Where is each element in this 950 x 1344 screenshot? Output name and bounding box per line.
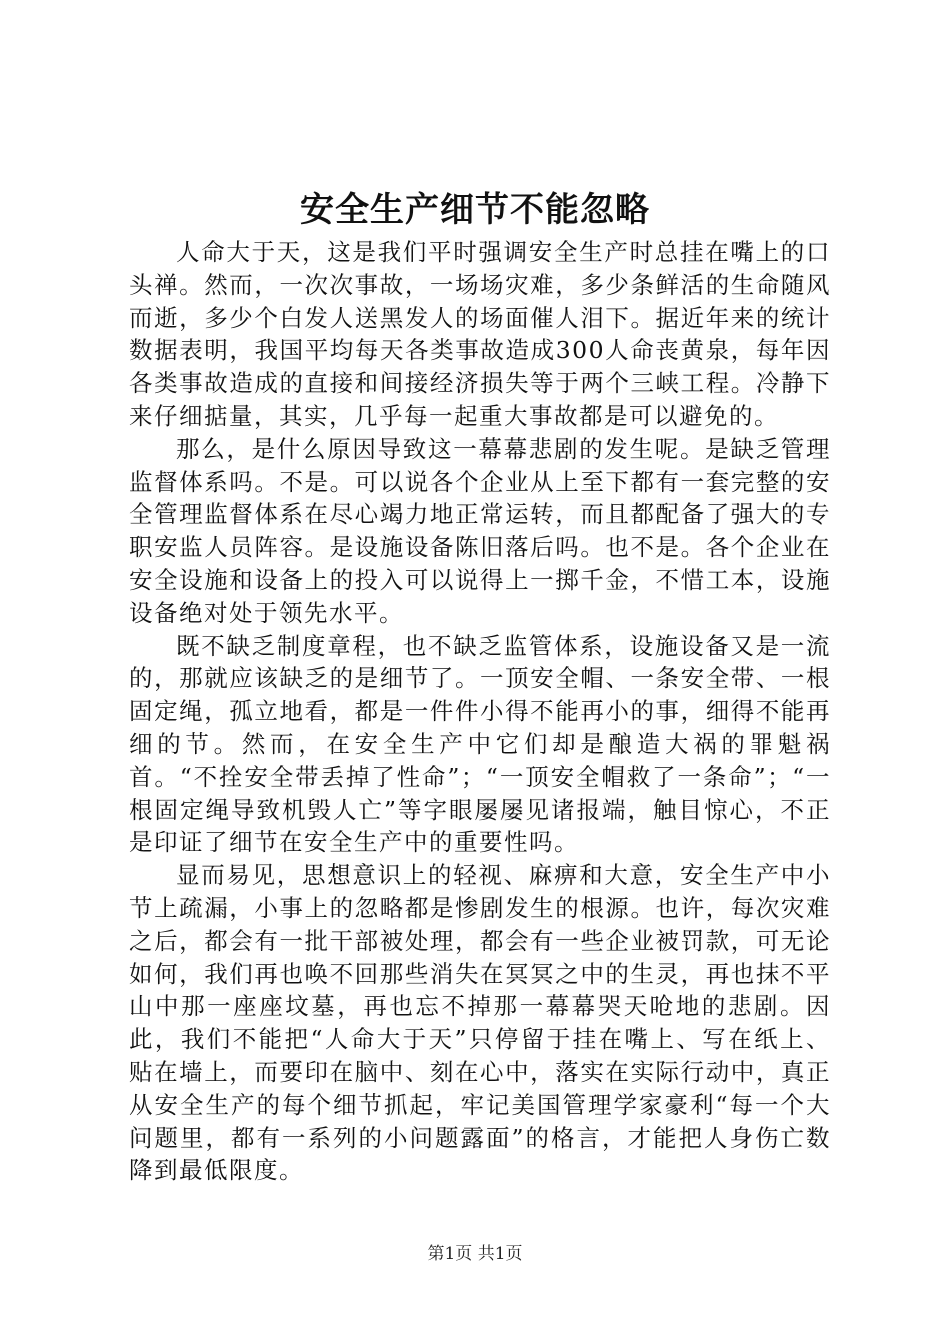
document-title: 安全生产细节不能忽略 [300,190,650,230]
page-footer: 第1页 共1页 [427,1244,523,1264]
paragraph-2: 那么，是什么原因导致这一幕幕悲剧的发生呢。是缺乏管理监督体系吗。不是。可以说各个企业从上至下都有一套完整的安全管理监督体系在尽心竭力地正常运转，而且都配备了强大的专职安监人员阵容。是设施设备陈旧落后吗。也不是。各个企业在安全设施和设备上的投入可以说得上一掷千金，不惜工本，设施设备绝对处于领先水平。 [129,434,831,627]
paragraph-3: 既不缺乏制度章程，也不缺乏监管体系，设施设备又是一流的，那就应该缺乏的是细节了。一顶安全帽、一条安全带、一根固定绳，孤立地看，都是一件件小得不能再小的事，细得不能再细的节。然而，在安全生产中它们却是酿造大祸的罪魁祸首。“不拴安全带丢掉了性命”；“一顶安全帽救了一条命”；“一根固定绳导致机毁人亡”等字眼屡屡见诸报端，触目惊心，不正是印证了细节在安全生产中的重要性吗。 [129,631,831,857]
paragraph-4: 显而易见，思想意识上的轻视、麻痹和大意，安全生产中小节上疏漏，小事上的忽略都是惨剧发生的根源。也许，每次灾难之后，都会有一批干部被处理，都会有一些企业被罚款，可无论如何，我们再也唤不回那些消失在冥冥之中的生灵，再也抹不平山中那一座座坟墓，再也忘不掉那一幕幕哭天呛地的悲剧。因此，我们不能把“人命大于天”只停留于挂在嘴上、写在纸上、贴在墙上，而要印在脑中、刻在心中，落实在实际行动中，真正从安全生产的每个细节抓起，牢记美国管理学家豪利“每一个大问题里，都有一系列的小问题露面”的格言，才能把人身伤亡数降到最低限度。 [129,861,831,1185]
document-body [129,236,831,1187]
paragraph-1: 人命大于天，这是我们平时强调安全生产时总挂在嘴上的口头禅。然而，一次次事故，一场场灾难，多少条鲜活的生命随风而逝，多少个白发人送黑发人的场面催人泪下。据近年来的统计数据表明，我国平均每天各类事故造成300人命丧黄泉，每年因各类事故造成的直接和间接经济损失等于两个三峡工程。冷静下来仔细掂量，其实，几乎每一起重大事故都是可以避免的。 [129,238,831,430]
